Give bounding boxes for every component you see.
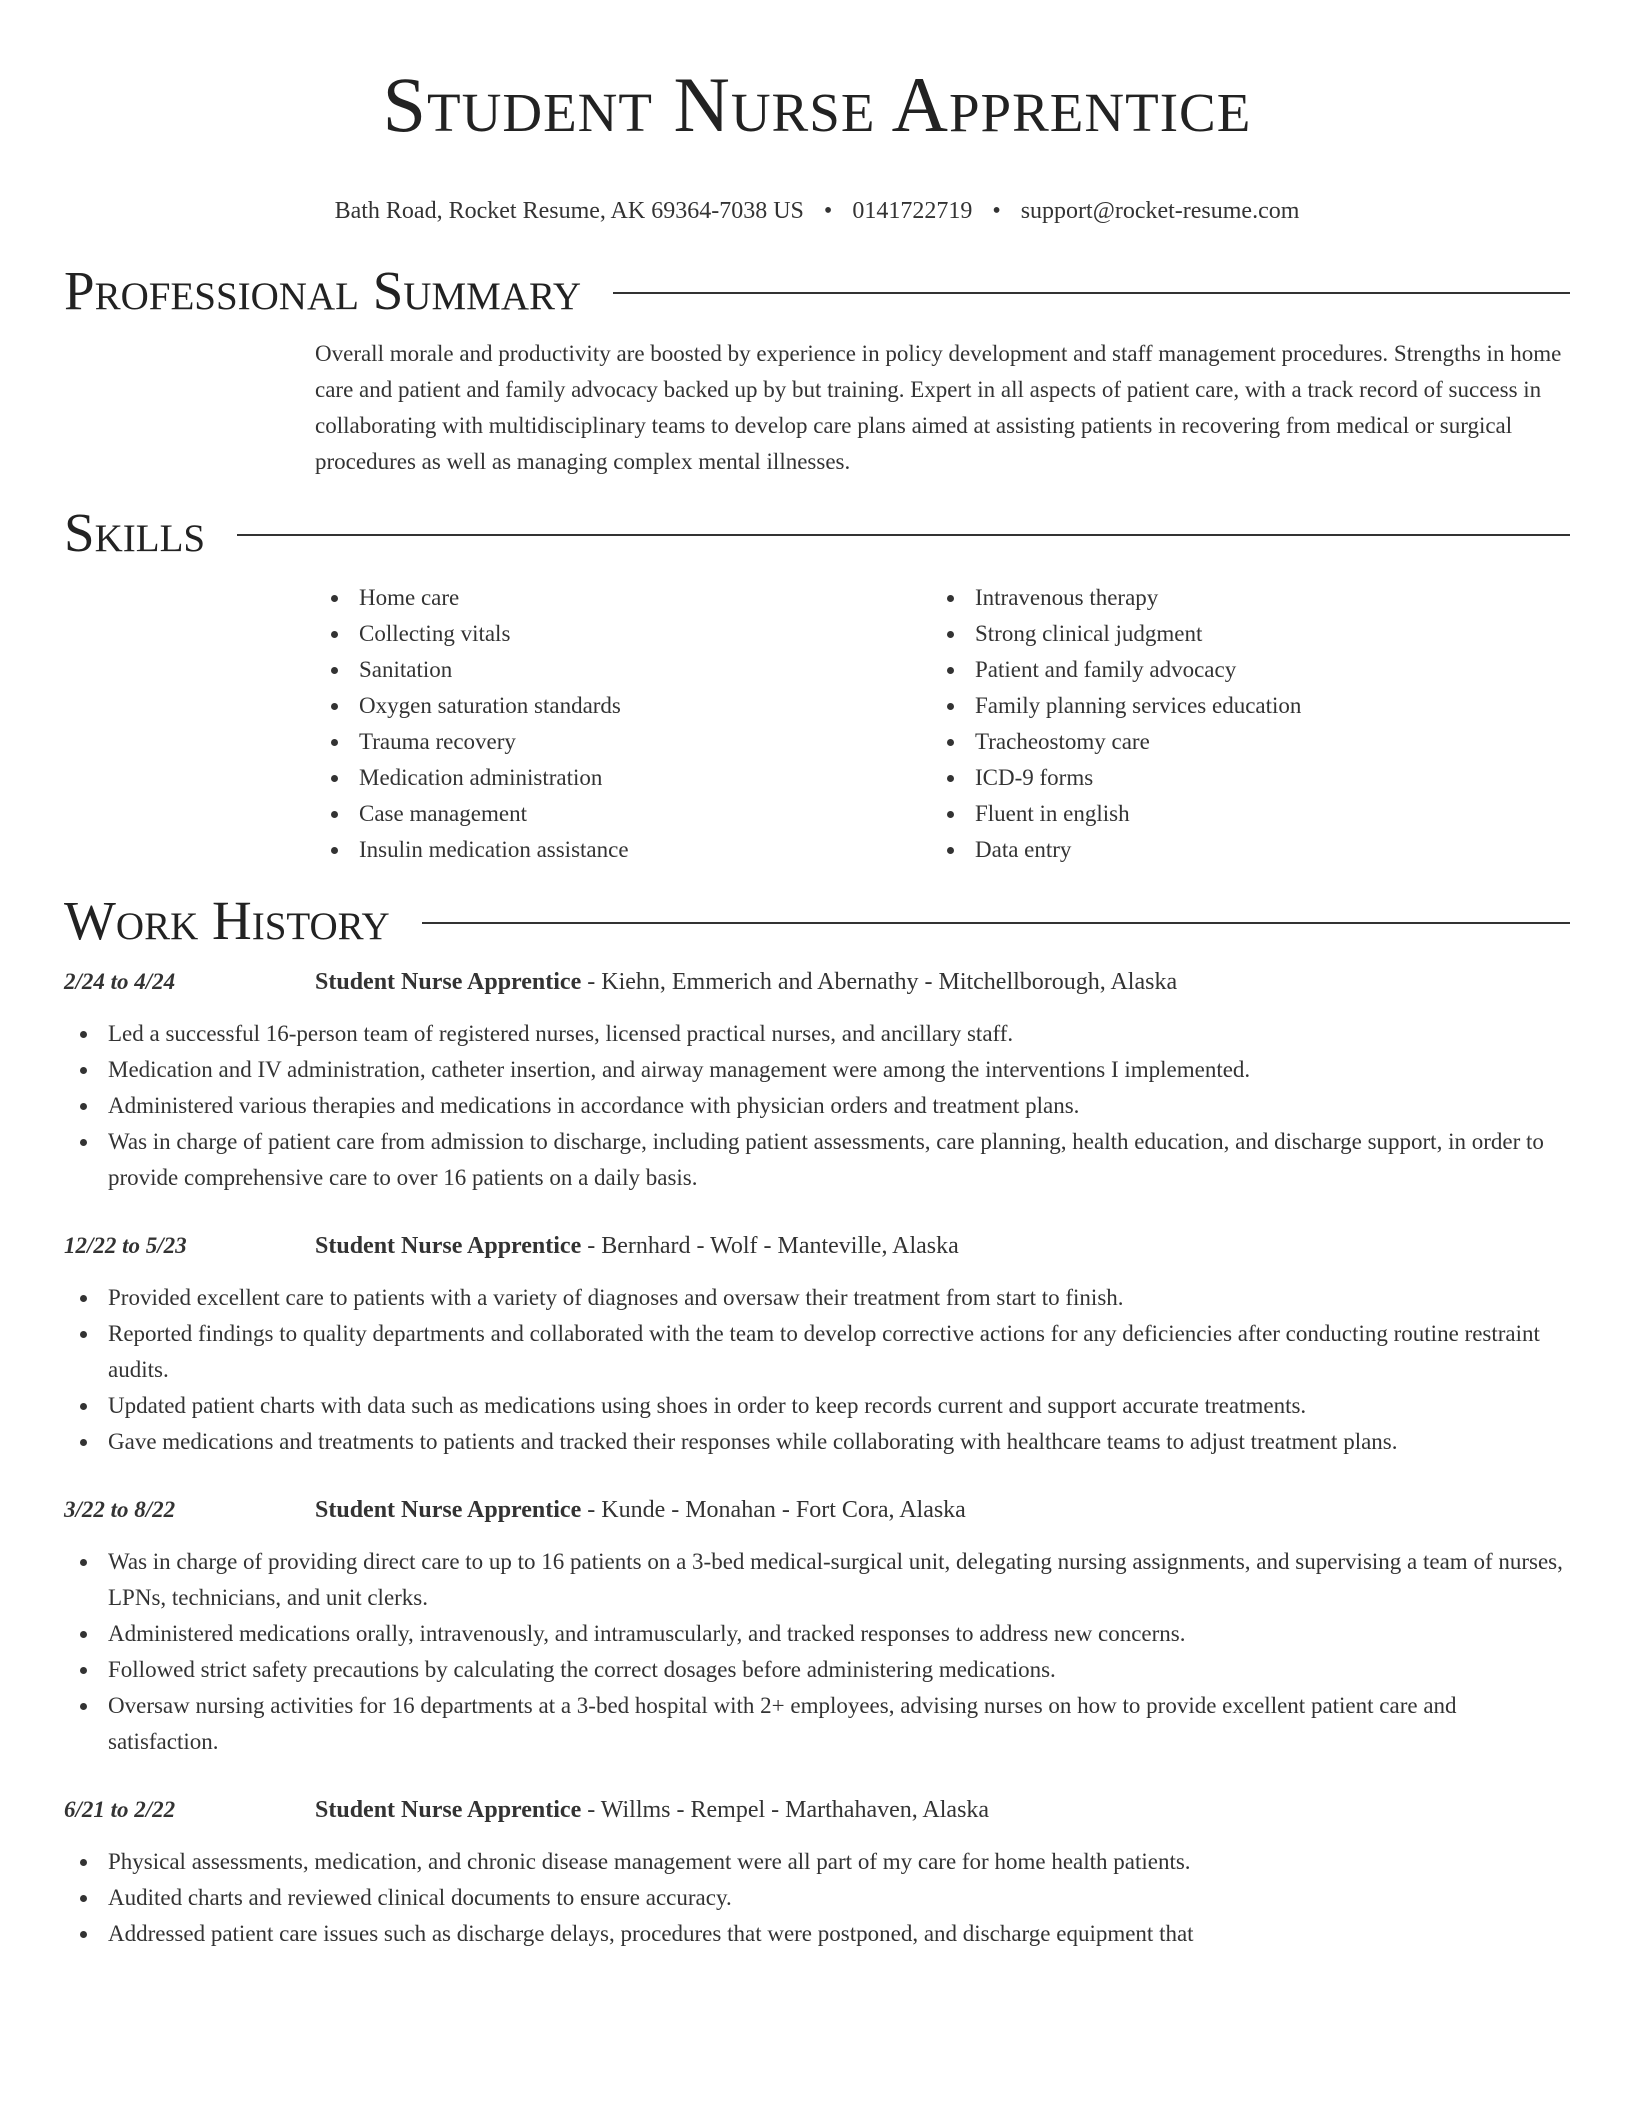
job-header-row [64, 1492, 1570, 1528]
skill-item: Family planning services education [931, 688, 1547, 724]
skill-item: Patient and family advocacy [931, 652, 1547, 688]
job-heading [315, 964, 1177, 1000]
job-dates: 3/22 to 8/22 [64, 1497, 176, 1522]
job-bullet: Was in charge of providing direct care to up to 16 patients on a 3-bed medical-surgical unit, delegating nursing assignments, and supervising a team of nurses, LPNs, technicians, and unit clerks. [64, 1544, 1570, 1616]
job-dates: 12/22 to 5/23 [64, 1233, 187, 1258]
job-header-row [64, 964, 1570, 1000]
skill-item: Oxygen saturation standards [315, 688, 931, 724]
job-entry [64, 1228, 1570, 1460]
skills-column-right [931, 580, 1547, 868]
job-title: Student Nurse Apprentice [315, 1797, 582, 1823]
section-divider [613, 292, 1570, 294]
skill-item: Tracheostomy care [931, 724, 1547, 760]
job-bullet: Was in charge of patient care from admission to discharge, including patient assessments, care planning, health education, and discharge support, in order to provide comprehensive care to over 16 patients on a daily basis. [64, 1124, 1570, 1196]
job-dates: 2/24 to 4/24 [64, 969, 176, 994]
job-bullets [64, 1016, 1570, 1196]
skill-item: Data entry [931, 832, 1547, 868]
work-section-title: Work History [64, 890, 390, 951]
summary-section-title: Professional Summary [64, 260, 582, 321]
skill-item: Insulin medication assistance [315, 832, 931, 868]
job-heading [315, 1492, 966, 1528]
skill-item: Sanitation [315, 652, 931, 688]
job-entry [64, 1792, 1570, 1952]
job-bullet: Oversaw nursing activities for 16 departments at a 3-bed hospital with 2+ employees, advising nurses on how to provide excellent patient care and satisfaction. [64, 1688, 1570, 1760]
skills-section-title: Skills [64, 502, 206, 563]
resume-name: Student Nurse Apprentice [382, 61, 1252, 148]
job-bullets [64, 1844, 1570, 1952]
job-dates: 6/21 to 2/22 [64, 1797, 176, 1822]
skills-section-header [64, 502, 1570, 564]
summary-section-header [64, 260, 1570, 322]
job-bullet: Reported findings to quality departments and collaborated with the team to develop corrective actions for any deficiencies after conducting routine restraint audits. [64, 1316, 1570, 1388]
skill-item: Medication administration [315, 760, 931, 796]
job-bullet: Physical assessments, medication, and chronic disease management were all part of my care for home health patients. [64, 1844, 1570, 1880]
job-bullet: Gave medications and treatments to patients and tracked their responses while collaborating with healthcare teams to adjust treatment plans. [64, 1424, 1570, 1460]
job-title: Student Nurse Apprentice [315, 1497, 582, 1523]
skill-item: ICD-9 forms [931, 760, 1547, 796]
job-entry [64, 964, 1570, 1196]
skill-item: Trauma recovery [315, 724, 931, 760]
job-entry [64, 1492, 1570, 1760]
job-bullet: Provided excellent care to patients with a variety of diagnoses and oversaw their treatment from start to finish. [64, 1280, 1570, 1316]
contact-separator: • [823, 198, 833, 224]
job-bullets [64, 1544, 1570, 1760]
skills-column-left [315, 580, 931, 868]
job-header-row [64, 1228, 1570, 1264]
skill-item: Fluent in english [931, 796, 1547, 832]
job-bullet: Audited charts and reviewed clinical documents to ensure accuracy. [64, 1880, 1570, 1916]
job-heading [315, 1792, 989, 1828]
job-bullet: Administered various therapies and medications in accordance with physician orders and treatment plans. [64, 1088, 1570, 1124]
skill-item: Home care [315, 580, 931, 616]
job-header-row [64, 1792, 1570, 1828]
job-bullets [64, 1280, 1570, 1460]
skill-item: Collecting vitals [315, 616, 931, 652]
skill-item: Intravenous therapy [931, 580, 1547, 616]
job-bullet: Addressed patient care issues such as discharge delays, procedures that were postponed, and discharge equipment that [64, 1916, 1570, 1952]
contact-separator: • [992, 198, 1001, 224]
job-employer: - Willms - Rempel - Marthahaven, Alaska [581, 1797, 990, 1823]
job-title: Student Nurse Apprentice [315, 1233, 582, 1259]
section-divider [422, 922, 1570, 924]
contact-address: Bath Road, Rocket Resume, AK 69364-7038 US [334, 198, 804, 224]
work-section-header [64, 890, 1570, 952]
skill-item: Case management [315, 796, 931, 832]
job-employer: - Kunde - Monahan - Fort Cora, Alaska [581, 1497, 966, 1523]
summary-text: Overall morale and productivity are boosted by experience in policy development and staff management procedures. Strengths in home care and patient and family advocacy backed up by but training. Expert in all aspects of patient care, with a track record of success in collaborating with multidisciplinary teams to develop care plans aimed at assisting patients in recovering from medical or surgical procedures as well as managing complex mental illnesses. [315, 341, 1562, 474]
contact-phone: 0141722719 [852, 198, 973, 224]
contact-email: support@rocket-resume.com [1020, 198, 1300, 224]
contact-line [64, 196, 1570, 226]
job-title: Student Nurse Apprentice [315, 969, 582, 995]
job-bullet: Updated patient charts with data such as medications using shoes in order to keep records current and support accurate treatments. [64, 1388, 1570, 1424]
skills-list [315, 580, 1570, 868]
skill-item: Strong clinical judgment [931, 616, 1547, 652]
job-heading [315, 1228, 959, 1264]
job-bullet: Followed strict safety precautions by calculating the correct dosages before administering medications. [64, 1652, 1570, 1688]
job-bullet: Led a successful 16-person team of registered nurses, licensed practical nurses, and ancillary staff. [64, 1016, 1570, 1052]
job-bullet: Administered medications orally, intravenously, and intramuscularly, and tracked responses to address new concerns. [64, 1616, 1570, 1652]
job-bullet: Medication and IV administration, catheter insertion, and airway management were among the interventions I implemented. [64, 1052, 1570, 1088]
section-divider [237, 534, 1570, 536]
job-employer: - Bernhard - Wolf - Manteville, Alaska [581, 1233, 959, 1259]
job-employer: - Kiehn, Emmerich and Abernathy - Mitchellborough, Alaska [581, 969, 1178, 995]
